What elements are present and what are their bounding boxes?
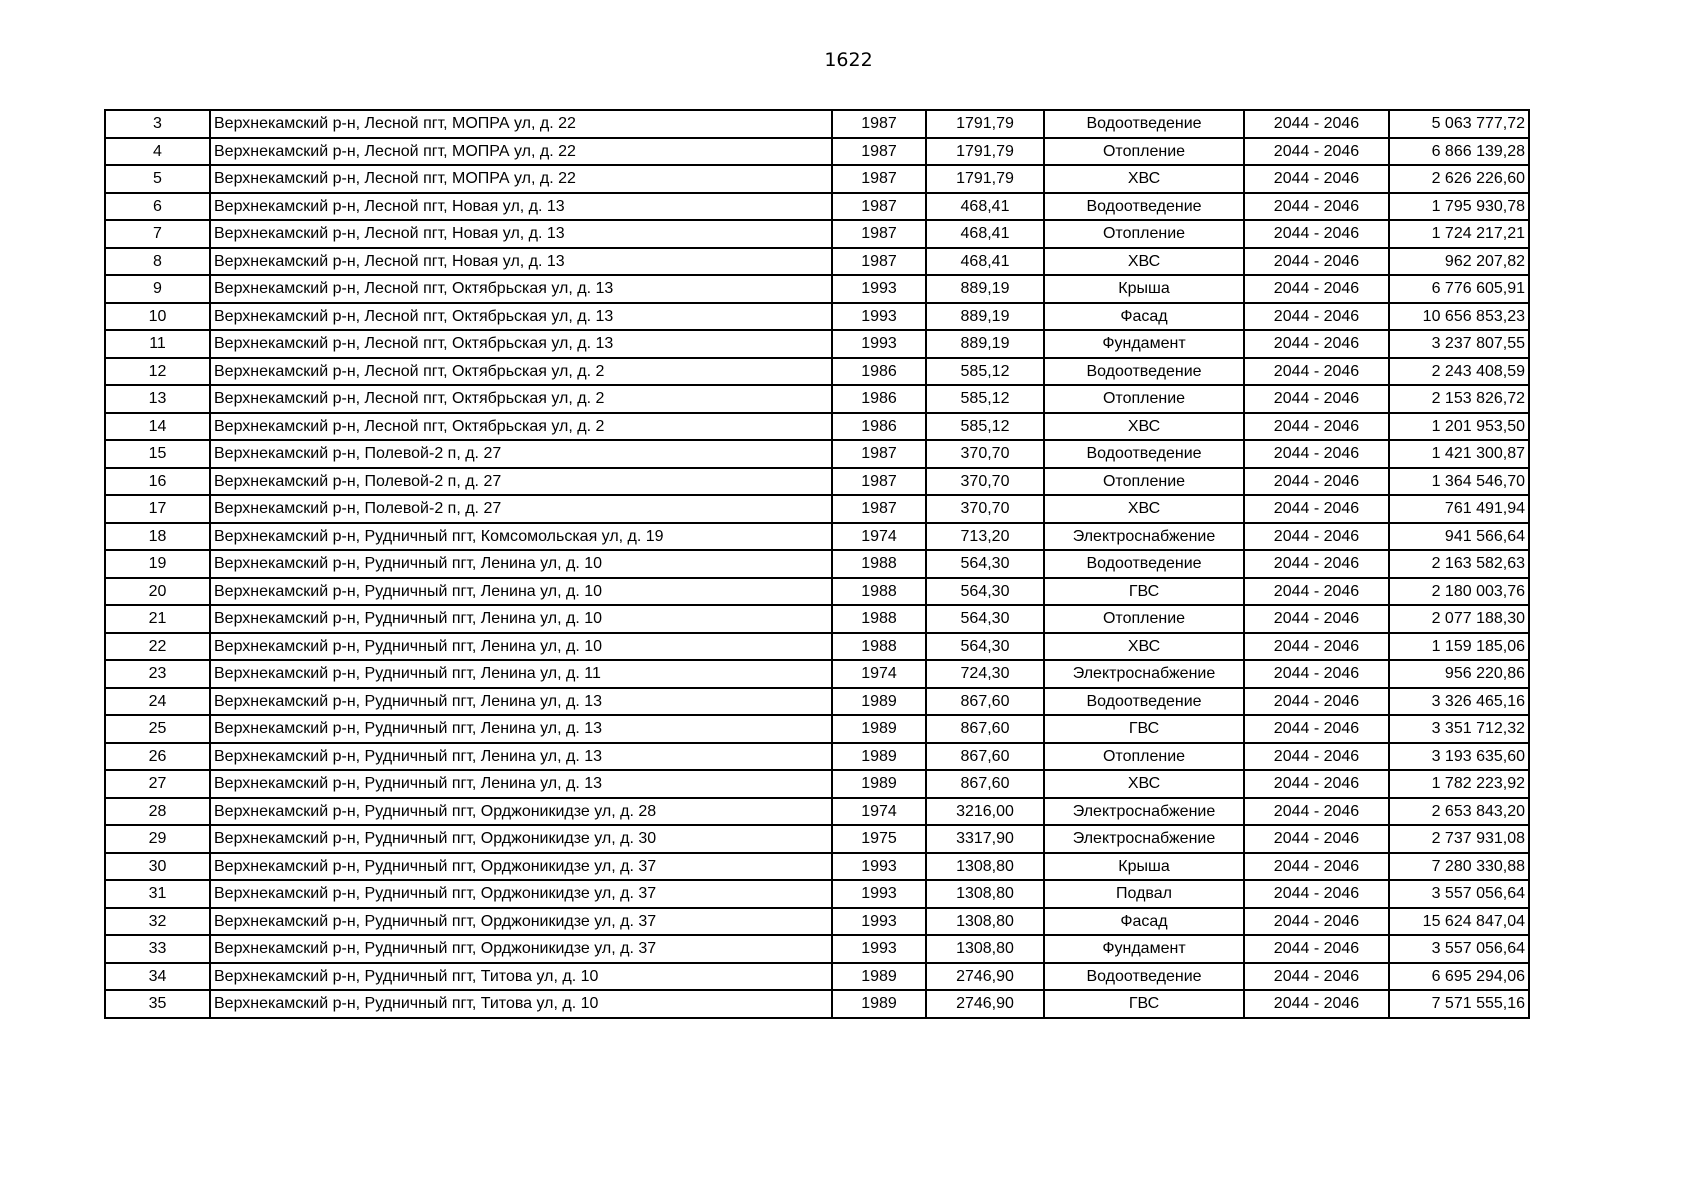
work-type-cell: Водоотведение: [1044, 688, 1244, 716]
work-type-cell: ХВС: [1044, 248, 1244, 276]
area-cell: 564,30: [926, 605, 1044, 633]
area-cell: 585,12: [926, 385, 1044, 413]
row-number-cell: 35: [105, 990, 210, 1018]
area-cell: 3317,90: [926, 825, 1044, 853]
work-type-cell: ГВС: [1044, 990, 1244, 1018]
area-cell: 889,19: [926, 303, 1044, 331]
row-number-cell: 31: [105, 880, 210, 908]
row-number-cell: 16: [105, 468, 210, 496]
period-cell: 2044 - 2046: [1244, 330, 1389, 358]
table-row: [105, 468, 1529, 496]
work-type-cell: Отопление: [1044, 605, 1244, 633]
year-built-cell: 1987: [832, 165, 926, 193]
area-cell: 889,19: [926, 275, 1044, 303]
address-cell: Верхнекамский р-н, Рудничный пгт, Орджоникидзе ул, д. 37: [210, 853, 832, 881]
cost-cell: 1 782 223,92: [1389, 770, 1529, 798]
work-type-cell: Электроснабжение: [1044, 523, 1244, 551]
period-cell: 2044 - 2046: [1244, 220, 1389, 248]
year-built-cell: 1988: [832, 550, 926, 578]
table-row: [105, 798, 1529, 826]
table-row: [105, 358, 1529, 386]
work-type-cell: Водоотведение: [1044, 440, 1244, 468]
cost-cell: 962 207,82: [1389, 248, 1529, 276]
work-type-cell: Фасад: [1044, 908, 1244, 936]
address-cell: Верхнекамский р-н, Рудничный пгт, Орджоникидзе ул, д. 37: [210, 880, 832, 908]
year-built-cell: 1974: [832, 660, 926, 688]
period-cell: 2044 - 2046: [1244, 990, 1389, 1018]
area-cell: 867,60: [926, 770, 1044, 798]
area-cell: 867,60: [926, 743, 1044, 771]
year-built-cell: 1988: [832, 605, 926, 633]
area-cell: 724,30: [926, 660, 1044, 688]
area-cell: 1308,80: [926, 880, 1044, 908]
work-type-cell: ХВС: [1044, 770, 1244, 798]
period-cell: 2044 - 2046: [1244, 963, 1389, 991]
table-row: [105, 605, 1529, 633]
area-cell: 585,12: [926, 413, 1044, 441]
area-cell: 1791,79: [926, 165, 1044, 193]
row-number-cell: 5: [105, 165, 210, 193]
year-built-cell: 1986: [832, 385, 926, 413]
period-cell: 2044 - 2046: [1244, 550, 1389, 578]
work-type-cell: ХВС: [1044, 495, 1244, 523]
period-cell: 2044 - 2046: [1244, 468, 1389, 496]
year-built-cell: 1993: [832, 880, 926, 908]
row-number-cell: 3: [105, 110, 210, 138]
row-number-cell: 24: [105, 688, 210, 716]
address-cell: Верхнекамский р-н, Рудничный пгт, Титова ул, д. 10: [210, 963, 832, 991]
period-cell: 2044 - 2046: [1244, 743, 1389, 771]
period-cell: 2044 - 2046: [1244, 578, 1389, 606]
address-cell: Верхнекамский р-н, Рудничный пгт, Ленина ул, д. 13: [210, 770, 832, 798]
cost-cell: 956 220,86: [1389, 660, 1529, 688]
work-type-cell: Водоотведение: [1044, 110, 1244, 138]
cost-cell: 2 737 931,08: [1389, 825, 1529, 853]
period-cell: 2044 - 2046: [1244, 660, 1389, 688]
area-cell: 1308,80: [926, 935, 1044, 963]
year-built-cell: 1993: [832, 303, 926, 331]
year-built-cell: 1987: [832, 248, 926, 276]
area-cell: 468,41: [926, 220, 1044, 248]
year-built-cell: 1974: [832, 798, 926, 826]
period-cell: 2044 - 2046: [1244, 523, 1389, 551]
work-type-cell: Отопление: [1044, 138, 1244, 166]
work-type-cell: Крыша: [1044, 275, 1244, 303]
area-cell: 1791,79: [926, 138, 1044, 166]
year-built-cell: 1986: [832, 358, 926, 386]
period-cell: 2044 - 2046: [1244, 193, 1389, 221]
address-cell: Верхнекамский р-н, Рудничный пгт, Ленина ул, д. 13: [210, 743, 832, 771]
area-cell: 2746,90: [926, 990, 1044, 1018]
work-type-cell: ХВС: [1044, 633, 1244, 661]
year-built-cell: 1989: [832, 963, 926, 991]
address-cell: Верхнекамский р-н, Рудничный пгт, Ленина ул, д. 10: [210, 633, 832, 661]
work-type-cell: Отопление: [1044, 220, 1244, 248]
table-row: [105, 495, 1529, 523]
table-row: [105, 303, 1529, 331]
table-row: [105, 138, 1529, 166]
row-number-cell: 30: [105, 853, 210, 881]
row-number-cell: 13: [105, 385, 210, 413]
cost-cell: 5 063 777,72: [1389, 110, 1529, 138]
table-row: [105, 578, 1529, 606]
row-number-cell: 32: [105, 908, 210, 936]
year-built-cell: 1987: [832, 495, 926, 523]
year-built-cell: 1975: [832, 825, 926, 853]
cost-cell: 1 421 300,87: [1389, 440, 1529, 468]
cost-cell: 10 656 853,23: [1389, 303, 1529, 331]
period-cell: 2044 - 2046: [1244, 495, 1389, 523]
year-built-cell: 1986: [832, 413, 926, 441]
area-cell: 1308,80: [926, 908, 1044, 936]
table-row: [105, 110, 1529, 138]
year-built-cell: 1989: [832, 990, 926, 1018]
area-cell: 370,70: [926, 468, 1044, 496]
table-row: [105, 825, 1529, 853]
area-cell: 370,70: [926, 495, 1044, 523]
table-row: [105, 853, 1529, 881]
cost-cell: 6 695 294,06: [1389, 963, 1529, 991]
year-built-cell: 1974: [832, 523, 926, 551]
period-cell: 2044 - 2046: [1244, 358, 1389, 386]
year-built-cell: 1988: [832, 578, 926, 606]
address-cell: Верхнекамский р-н, Рудничный пгт, Ленина ул, д. 10: [210, 550, 832, 578]
address-cell: Верхнекамский р-н, Полевой-2 п, д. 27: [210, 468, 832, 496]
table-row: [105, 165, 1529, 193]
work-type-cell: Фундамент: [1044, 935, 1244, 963]
address-cell: Верхнекамский р-н, Полевой-2 п, д. 27: [210, 440, 832, 468]
row-number-cell: 7: [105, 220, 210, 248]
work-type-cell: Водоотведение: [1044, 193, 1244, 221]
year-built-cell: 1993: [832, 908, 926, 936]
row-number-cell: 18: [105, 523, 210, 551]
area-cell: 867,60: [926, 715, 1044, 743]
row-number-cell: 10: [105, 303, 210, 331]
area-cell: 1791,79: [926, 110, 1044, 138]
row-number-cell: 19: [105, 550, 210, 578]
cost-cell: 2 077 188,30: [1389, 605, 1529, 633]
cost-cell: 3 557 056,64: [1389, 880, 1529, 908]
row-number-cell: 28: [105, 798, 210, 826]
address-cell: Верхнекамский р-н, Рудничный пгт, Орджоникидзе ул, д. 30: [210, 825, 832, 853]
table-row: [105, 963, 1529, 991]
address-cell: Верхнекамский р-н, Лесной пгт, МОПРА ул, д. 22: [210, 165, 832, 193]
period-cell: 2044 - 2046: [1244, 413, 1389, 441]
cost-cell: 6 866 139,28: [1389, 138, 1529, 166]
address-cell: Верхнекамский р-н, Рудничный пгт, Ленина ул, д. 10: [210, 578, 832, 606]
table-body: [105, 110, 1529, 1018]
row-number-cell: 6: [105, 193, 210, 221]
work-type-cell: ГВС: [1044, 715, 1244, 743]
period-cell: 2044 - 2046: [1244, 248, 1389, 276]
address-cell: Верхнекамский р-н, Лесной пгт, Октябрьская ул, д. 2: [210, 385, 832, 413]
period-cell: 2044 - 2046: [1244, 825, 1389, 853]
cost-cell: 2 626 226,60: [1389, 165, 1529, 193]
area-cell: 713,20: [926, 523, 1044, 551]
table-row: [105, 193, 1529, 221]
table-row: [105, 660, 1529, 688]
work-type-cell: ХВС: [1044, 413, 1244, 441]
period-cell: 2044 - 2046: [1244, 935, 1389, 963]
cost-cell: 7 280 330,88: [1389, 853, 1529, 881]
area-cell: 867,60: [926, 688, 1044, 716]
row-number-cell: 15: [105, 440, 210, 468]
repair-schedule-table: [104, 109, 1530, 1019]
cost-cell: 1 724 217,21: [1389, 220, 1529, 248]
work-type-cell: Водоотведение: [1044, 963, 1244, 991]
cost-cell: 2 163 582,63: [1389, 550, 1529, 578]
row-number-cell: 25: [105, 715, 210, 743]
period-cell: 2044 - 2046: [1244, 880, 1389, 908]
table-row: [105, 248, 1529, 276]
area-cell: 468,41: [926, 248, 1044, 276]
year-built-cell: 1989: [832, 715, 926, 743]
table-row: [105, 550, 1529, 578]
work-type-cell: Фасад: [1044, 303, 1244, 331]
row-number-cell: 4: [105, 138, 210, 166]
year-built-cell: 1987: [832, 110, 926, 138]
table-row: [105, 413, 1529, 441]
table-row: [105, 715, 1529, 743]
address-cell: Верхнекамский р-н, Лесной пгт, Октябрьская ул, д. 2: [210, 413, 832, 441]
address-cell: Верхнекамский р-н, Рудничный пгт, Ленина ул, д. 13: [210, 715, 832, 743]
table-row: [105, 990, 1529, 1018]
area-cell: 564,30: [926, 633, 1044, 661]
area-cell: 1308,80: [926, 853, 1044, 881]
address-cell: Верхнекамский р-н, Лесной пгт, Октябрьская ул, д. 13: [210, 330, 832, 358]
year-built-cell: 1993: [832, 935, 926, 963]
cost-cell: 15 624 847,04: [1389, 908, 1529, 936]
address-cell: Верхнекамский р-н, Рудничный пгт, Орджоникидзе ул, д. 37: [210, 935, 832, 963]
table-row: [105, 880, 1529, 908]
address-cell: Верхнекамский р-н, Лесной пгт, МОПРА ул, д. 22: [210, 110, 832, 138]
cost-cell: 761 491,94: [1389, 495, 1529, 523]
year-built-cell: 1987: [832, 138, 926, 166]
row-number-cell: 27: [105, 770, 210, 798]
period-cell: 2044 - 2046: [1244, 605, 1389, 633]
row-number-cell: 34: [105, 963, 210, 991]
table-row: [105, 688, 1529, 716]
table-row: [105, 220, 1529, 248]
period-cell: 2044 - 2046: [1244, 908, 1389, 936]
table-row: [105, 523, 1529, 551]
work-type-cell: Водоотведение: [1044, 358, 1244, 386]
year-built-cell: 1987: [832, 440, 926, 468]
area-cell: 2746,90: [926, 963, 1044, 991]
table-row: [105, 633, 1529, 661]
row-number-cell: 33: [105, 935, 210, 963]
area-cell: 564,30: [926, 550, 1044, 578]
period-cell: 2044 - 2046: [1244, 303, 1389, 331]
table-row: [105, 385, 1529, 413]
work-type-cell: Фундамент: [1044, 330, 1244, 358]
area-cell: 889,19: [926, 330, 1044, 358]
period-cell: 2044 - 2046: [1244, 715, 1389, 743]
work-type-cell: ХВС: [1044, 165, 1244, 193]
row-number-cell: 14: [105, 413, 210, 441]
period-cell: 2044 - 2046: [1244, 798, 1389, 826]
work-type-cell: Водоотведение: [1044, 550, 1244, 578]
cost-cell: 3 193 635,60: [1389, 743, 1529, 771]
table-row: [105, 440, 1529, 468]
year-built-cell: 1989: [832, 770, 926, 798]
area-cell: 3216,00: [926, 798, 1044, 826]
cost-cell: 2 153 826,72: [1389, 385, 1529, 413]
year-built-cell: 1987: [832, 220, 926, 248]
address-cell: Верхнекамский р-н, Рудничный пгт, Комсомольская ул, д. 19: [210, 523, 832, 551]
cost-cell: 6 776 605,91: [1389, 275, 1529, 303]
period-cell: 2044 - 2046: [1244, 385, 1389, 413]
year-built-cell: 1987: [832, 468, 926, 496]
address-cell: Верхнекамский р-н, Рудничный пгт, Ленина ул, д. 11: [210, 660, 832, 688]
cost-cell: 3 557 056,64: [1389, 935, 1529, 963]
cost-cell: 7 571 555,16: [1389, 990, 1529, 1018]
row-number-cell: 17: [105, 495, 210, 523]
address-cell: Верхнекамский р-н, Рудничный пгт, Орджоникидзе ул, д. 37: [210, 908, 832, 936]
cost-cell: 1 795 930,78: [1389, 193, 1529, 221]
address-cell: Верхнекамский р-н, Лесной пгт, Октябрьская ул, д. 13: [210, 303, 832, 331]
cost-cell: 1 364 546,70: [1389, 468, 1529, 496]
year-built-cell: 1993: [832, 275, 926, 303]
row-number-cell: 12: [105, 358, 210, 386]
address-cell: Верхнекамский р-н, Лесной пгт, Новая ул, д. 13: [210, 193, 832, 221]
year-built-cell: 1993: [832, 853, 926, 881]
area-cell: 564,30: [926, 578, 1044, 606]
address-cell: Верхнекамский р-н, Лесной пгт, Октябрьская ул, д. 13: [210, 275, 832, 303]
cost-cell: 3 351 712,32: [1389, 715, 1529, 743]
address-cell: Верхнекамский р-н, Лесной пгт, МОПРА ул, д. 22: [210, 138, 832, 166]
period-cell: 2044 - 2046: [1244, 688, 1389, 716]
cost-cell: 941 566,64: [1389, 523, 1529, 551]
table-row: [105, 330, 1529, 358]
period-cell: 2044 - 2046: [1244, 138, 1389, 166]
period-cell: 2044 - 2046: [1244, 853, 1389, 881]
cost-cell: 2 180 003,76: [1389, 578, 1529, 606]
cost-cell: 2 653 843,20: [1389, 798, 1529, 826]
area-cell: 585,12: [926, 358, 1044, 386]
period-cell: 2044 - 2046: [1244, 110, 1389, 138]
address-cell: Верхнекамский р-н, Рудничный пгт, Ленина ул, д. 10: [210, 605, 832, 633]
address-cell: Верхнекамский р-н, Лесной пгт, Новая ул, д. 13: [210, 220, 832, 248]
row-number-cell: 22: [105, 633, 210, 661]
row-number-cell: 20: [105, 578, 210, 606]
address-cell: Верхнекамский р-н, Полевой-2 п, д. 27: [210, 495, 832, 523]
row-number-cell: 29: [105, 825, 210, 853]
period-cell: 2044 - 2046: [1244, 770, 1389, 798]
work-type-cell: Отопление: [1044, 468, 1244, 496]
table-row: [105, 275, 1529, 303]
work-type-cell: Крыша: [1044, 853, 1244, 881]
address-cell: Верхнекамский р-н, Рудничный пгт, Ленина ул, д. 13: [210, 688, 832, 716]
row-number-cell: 21: [105, 605, 210, 633]
year-built-cell: 1987: [832, 193, 926, 221]
work-type-cell: ГВС: [1044, 578, 1244, 606]
period-cell: 2044 - 2046: [1244, 633, 1389, 661]
period-cell: 2044 - 2046: [1244, 440, 1389, 468]
period-cell: 2044 - 2046: [1244, 165, 1389, 193]
year-built-cell: 1989: [832, 688, 926, 716]
work-type-cell: Отопление: [1044, 743, 1244, 771]
cost-cell: 3 326 465,16: [1389, 688, 1529, 716]
year-built-cell: 1993: [832, 330, 926, 358]
work-type-cell: Электроснабжение: [1044, 825, 1244, 853]
address-cell: Верхнекамский р-н, Рудничный пгт, Орджоникидзе ул, д. 28: [210, 798, 832, 826]
table-row: [105, 743, 1529, 771]
work-type-cell: Электроснабжение: [1044, 798, 1244, 826]
work-type-cell: Отопление: [1044, 385, 1244, 413]
cost-cell: 1 159 185,06: [1389, 633, 1529, 661]
area-cell: 468,41: [926, 193, 1044, 221]
year-built-cell: 1988: [832, 633, 926, 661]
row-number-cell: 9: [105, 275, 210, 303]
cost-cell: 3 237 807,55: [1389, 330, 1529, 358]
address-cell: Верхнекамский р-н, Рудничный пгт, Титова ул, д. 10: [210, 990, 832, 1018]
page-number: 1622: [824, 49, 873, 71]
cost-cell: 1 201 953,50: [1389, 413, 1529, 441]
address-cell: Верхнекамский р-н, Лесной пгт, Новая ул, д. 13: [210, 248, 832, 276]
table-row: [105, 770, 1529, 798]
address-cell: Верхнекамский р-н, Лесной пгт, Октябрьская ул, д. 2: [210, 358, 832, 386]
row-number-cell: 26: [105, 743, 210, 771]
table-row: [105, 935, 1529, 963]
cost-cell: 2 243 408,59: [1389, 358, 1529, 386]
row-number-cell: 8: [105, 248, 210, 276]
row-number-cell: 23: [105, 660, 210, 688]
row-number-cell: 11: [105, 330, 210, 358]
work-type-cell: Подвал: [1044, 880, 1244, 908]
area-cell: 370,70: [926, 440, 1044, 468]
table-row: [105, 908, 1529, 936]
year-built-cell: 1989: [832, 743, 926, 771]
period-cell: 2044 - 2046: [1244, 275, 1389, 303]
work-type-cell: Электроснабжение: [1044, 660, 1244, 688]
